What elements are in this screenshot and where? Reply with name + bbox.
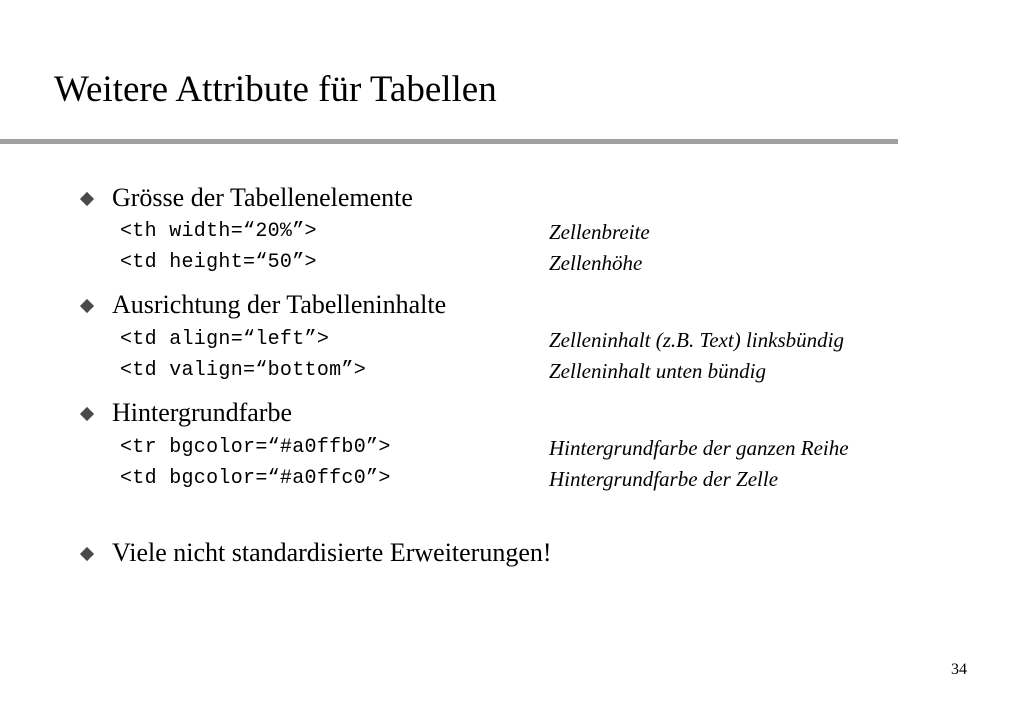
code-td-height: <td height=“50”> <box>120 251 317 274</box>
code-th-width: <th width=“20%”> <box>120 220 317 243</box>
diamond-bullet-icon <box>80 407 94 421</box>
description-left-aligned: Zelleninhalt (z.B. Text) linksbündig <box>549 328 844 352</box>
code-td-valign: <td valign=“bottom”> <box>120 359 367 382</box>
code-tr-bgcolor: <tr bgcolor=“#a0ffb0”> <box>120 436 391 459</box>
slide-title: Weitere Attribute für Tabellen <box>54 69 497 110</box>
diamond-bullet-icon <box>80 547 94 561</box>
section-heading-extensions: Viele nicht standardisierte Erweiterungen! <box>112 538 552 567</box>
section-heading-alignment: Ausrichtung der Tabelleninhalte <box>112 290 447 319</box>
title-divider <box>0 139 898 144</box>
description-cell-height: Zellenhöhe <box>549 251 643 275</box>
code-td-align: <td align=“left”> <box>120 328 330 351</box>
description-cell-background: Hintergrundfarbe der Zelle <box>549 467 779 491</box>
section-heading-size: Grösse der Tabellenelemente <box>112 183 413 212</box>
section-heading-background: Hintergrundfarbe <box>112 398 293 427</box>
description-row-background: Hintergrundfarbe der ganzen Reihe <box>549 436 849 460</box>
diamond-bullet-icon <box>80 299 94 313</box>
diamond-bullet-icon <box>80 192 94 206</box>
page-number: 34 <box>951 661 967 678</box>
description-bottom-aligned: Zelleninhalt unten bündig <box>549 359 766 383</box>
code-td-bgcolor: <td bgcolor=“#a0ffc0”> <box>120 467 391 490</box>
description-cell-width: Zellenbreite <box>549 220 650 244</box>
